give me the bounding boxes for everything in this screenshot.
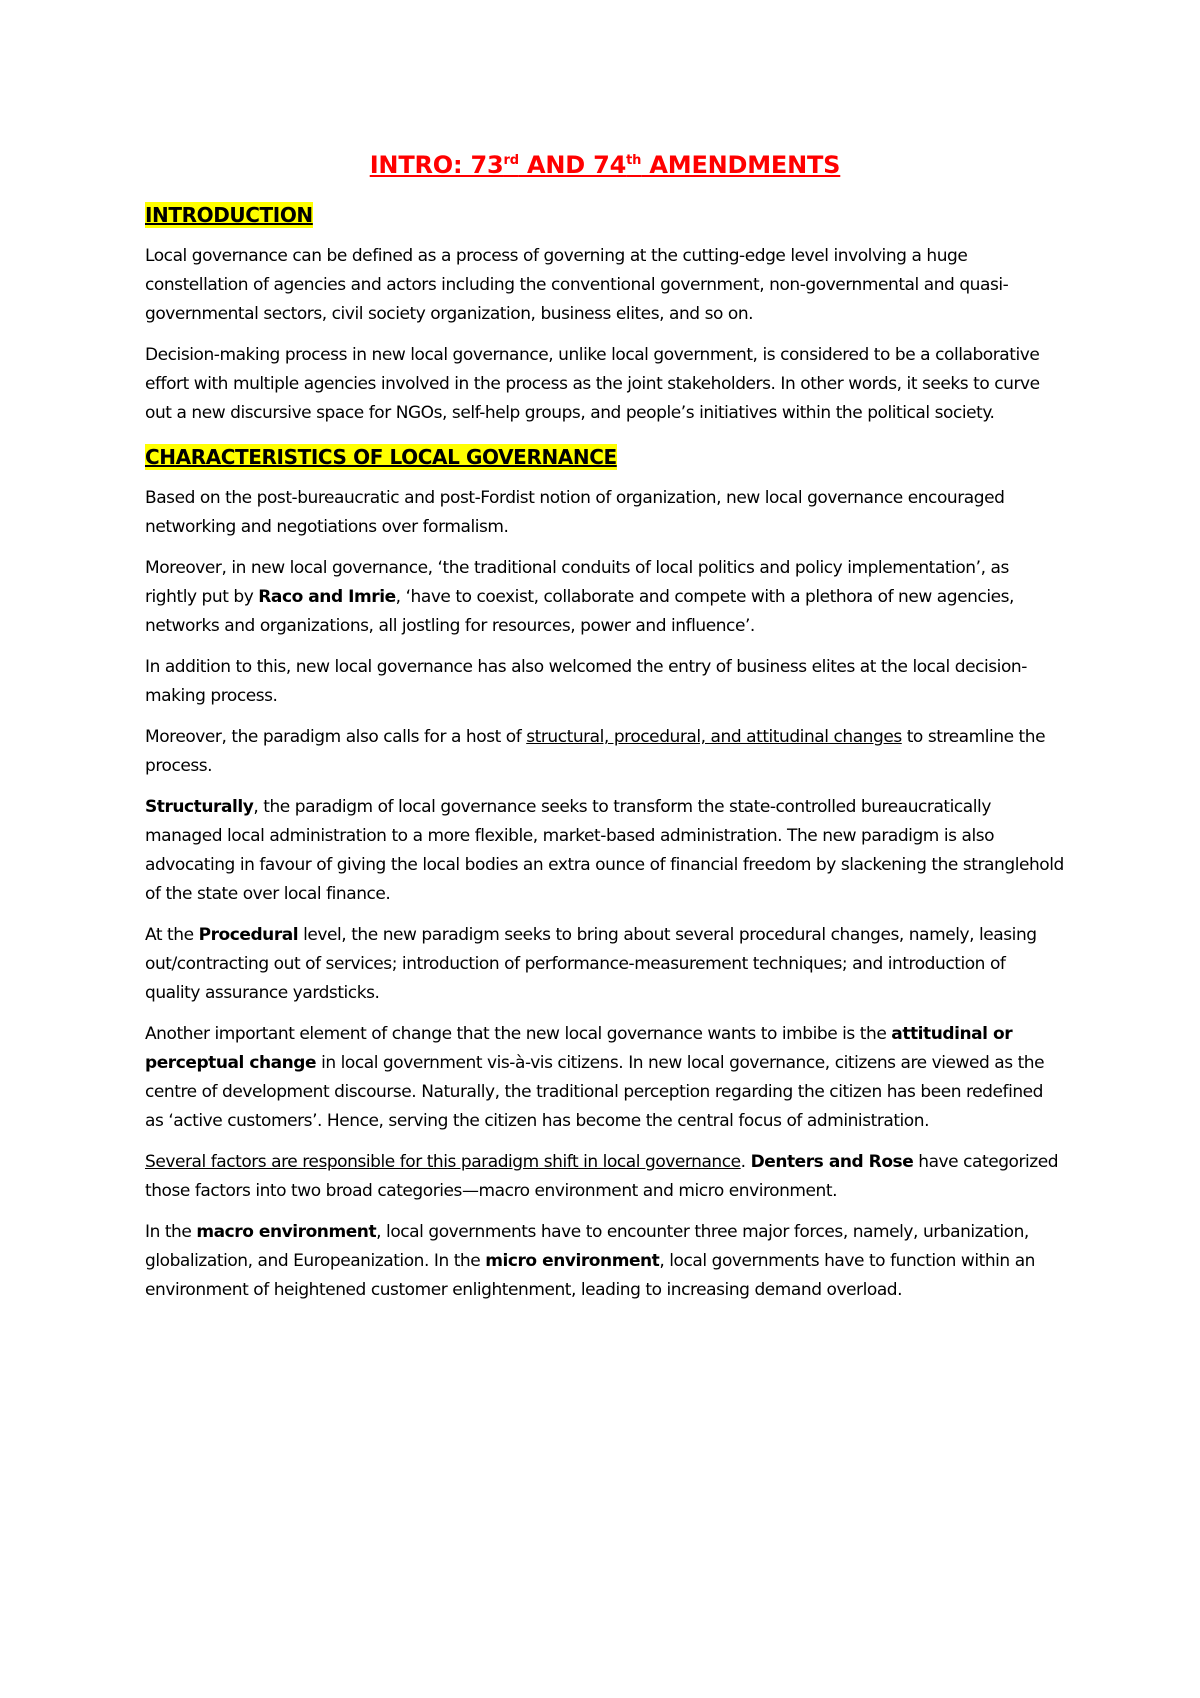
text-run: level, the new paradigm seeks to bring about several procedural changes, namely, leasing out/contracting out of services; introduction of performance-measurement techniques; and introduction of quality assurance yardsticks.	[145, 925, 1037, 1003]
text-run: .	[740, 1152, 751, 1172]
text-run: Another important element of change that the new local governance wants to imbibe is the	[145, 1024, 892, 1044]
paragraph-factors	[145, 1148, 1065, 1206]
characteristics-heading-row	[145, 444, 1065, 470]
text-run: in local government vis-à-vis citizens. In new local governance, citizens are viewed as the centre of development discourse. Naturally, the traditional perception regarding the citizen has been redefined as ‘active customers’. Hence, serving the citizen has become the central focus of administration.	[145, 1053, 1045, 1131]
title-suffix: AMENDMENTS	[641, 151, 841, 179]
intro-paragraph-1: Local governance can be defined as a process of governing at the cutting-edge level involving a huge constellation of agencies and actors including the conventional government, non-governmental and quasi-governmental sectors, civil society organization, business elites, and so on.	[145, 246, 1009, 324]
underlined-factors: Several factors are responsible for this paradigm shift in local governance	[145, 1152, 741, 1172]
text-run: In the	[145, 1222, 197, 1242]
bold-micro-environment: micro environment	[485, 1251, 660, 1271]
intro-paragraph-2: Decision-making process in new local governance, unlike local government, is considered to be a collaborative effort with multiple agencies involved in the process as the joint stakeholders. In other words, it seeks to curve out a new discursive space for NGOs, self-help groups, and people’s initiatives within the political society.	[145, 345, 1040, 423]
paragraph-attitudinal	[145, 1020, 1065, 1136]
paragraph-environments	[145, 1218, 1065, 1305]
introduction-heading: INTRODUCTION	[145, 203, 313, 227]
title-sup-rd: rd	[503, 153, 519, 168]
characteristics-heading: CHARACTERISTICS OF LOCAL GOVERNANCE	[145, 445, 617, 469]
underlined-changes: structural, procedural, and attitudinal changes	[526, 727, 902, 747]
text-run: Moreover, in new local governance, ‘the traditional conduits of local politics and policy implementation’, as rightly put by	[145, 558, 1009, 607]
paragraph-structurally	[145, 793, 1065, 909]
text-run: have categorized those factors into two broad categories—macro environment and micro environment.	[145, 1152, 1059, 1201]
text-run: At the	[145, 925, 199, 945]
text-run: , local governments have to encounter three major forces, namely, urbanization, globalization, and Europeanization. In the	[145, 1222, 1029, 1271]
bold-macro-environment: macro environment	[196, 1222, 377, 1242]
text-run: , local governments have to function within an environment of heightened customer enlightenment, leading to increasing demand overload.	[145, 1251, 1035, 1300]
title-middle: AND 74	[518, 151, 627, 179]
paragraph-procedural	[145, 921, 1065, 1008]
paragraph-post-bureaucratic: Based on the post-bureaucratic and post-Fordist notion of organization, new local governance encouraged networking and negotiations over formalism.	[145, 488, 1005, 537]
bold-denters-rose: Denters and Rose	[750, 1152, 914, 1172]
text-run: , the paradigm of local governance seeks to transform the state-controlled bureaucratically managed local administration to a more flexible, market-based administration. The new paradigm is also advocating in favour of giving the local bodies an extra ounce of financial freedom by slackening the stranglehold of the state over local finance.	[145, 797, 1064, 904]
document-title	[145, 150, 1065, 180]
paragraph-business-elites: In addition to this, new local governance has also welcomed the entry of business elites at the local decision-making process.	[145, 657, 1027, 706]
text-run: Moreover, the paradigm also calls for a host of	[145, 727, 527, 747]
bold-structurally: Structurally	[145, 797, 254, 817]
paragraph-traditional-conduits	[145, 554, 1065, 641]
title-prefix: INTRO: 73	[369, 151, 504, 179]
text-run: , ‘have to coexist, collaborate and compete with a plethora of new agencies, networks and organizations, all jostling for resources, power and influence’.	[145, 587, 1014, 636]
text-run: to streamline the process.	[145, 727, 1046, 776]
paragraph-changes	[145, 723, 1065, 781]
title-sup-th: th	[626, 153, 642, 168]
introduction-heading-row	[145, 202, 1065, 228]
bold-raco-imrie: Raco and Imrie	[258, 587, 396, 607]
bold-procedural: Procedural	[198, 925, 299, 945]
bold-attitudinal: attitudinal or perceptual change	[145, 1024, 1013, 1073]
document-page	[145, 150, 1065, 1317]
